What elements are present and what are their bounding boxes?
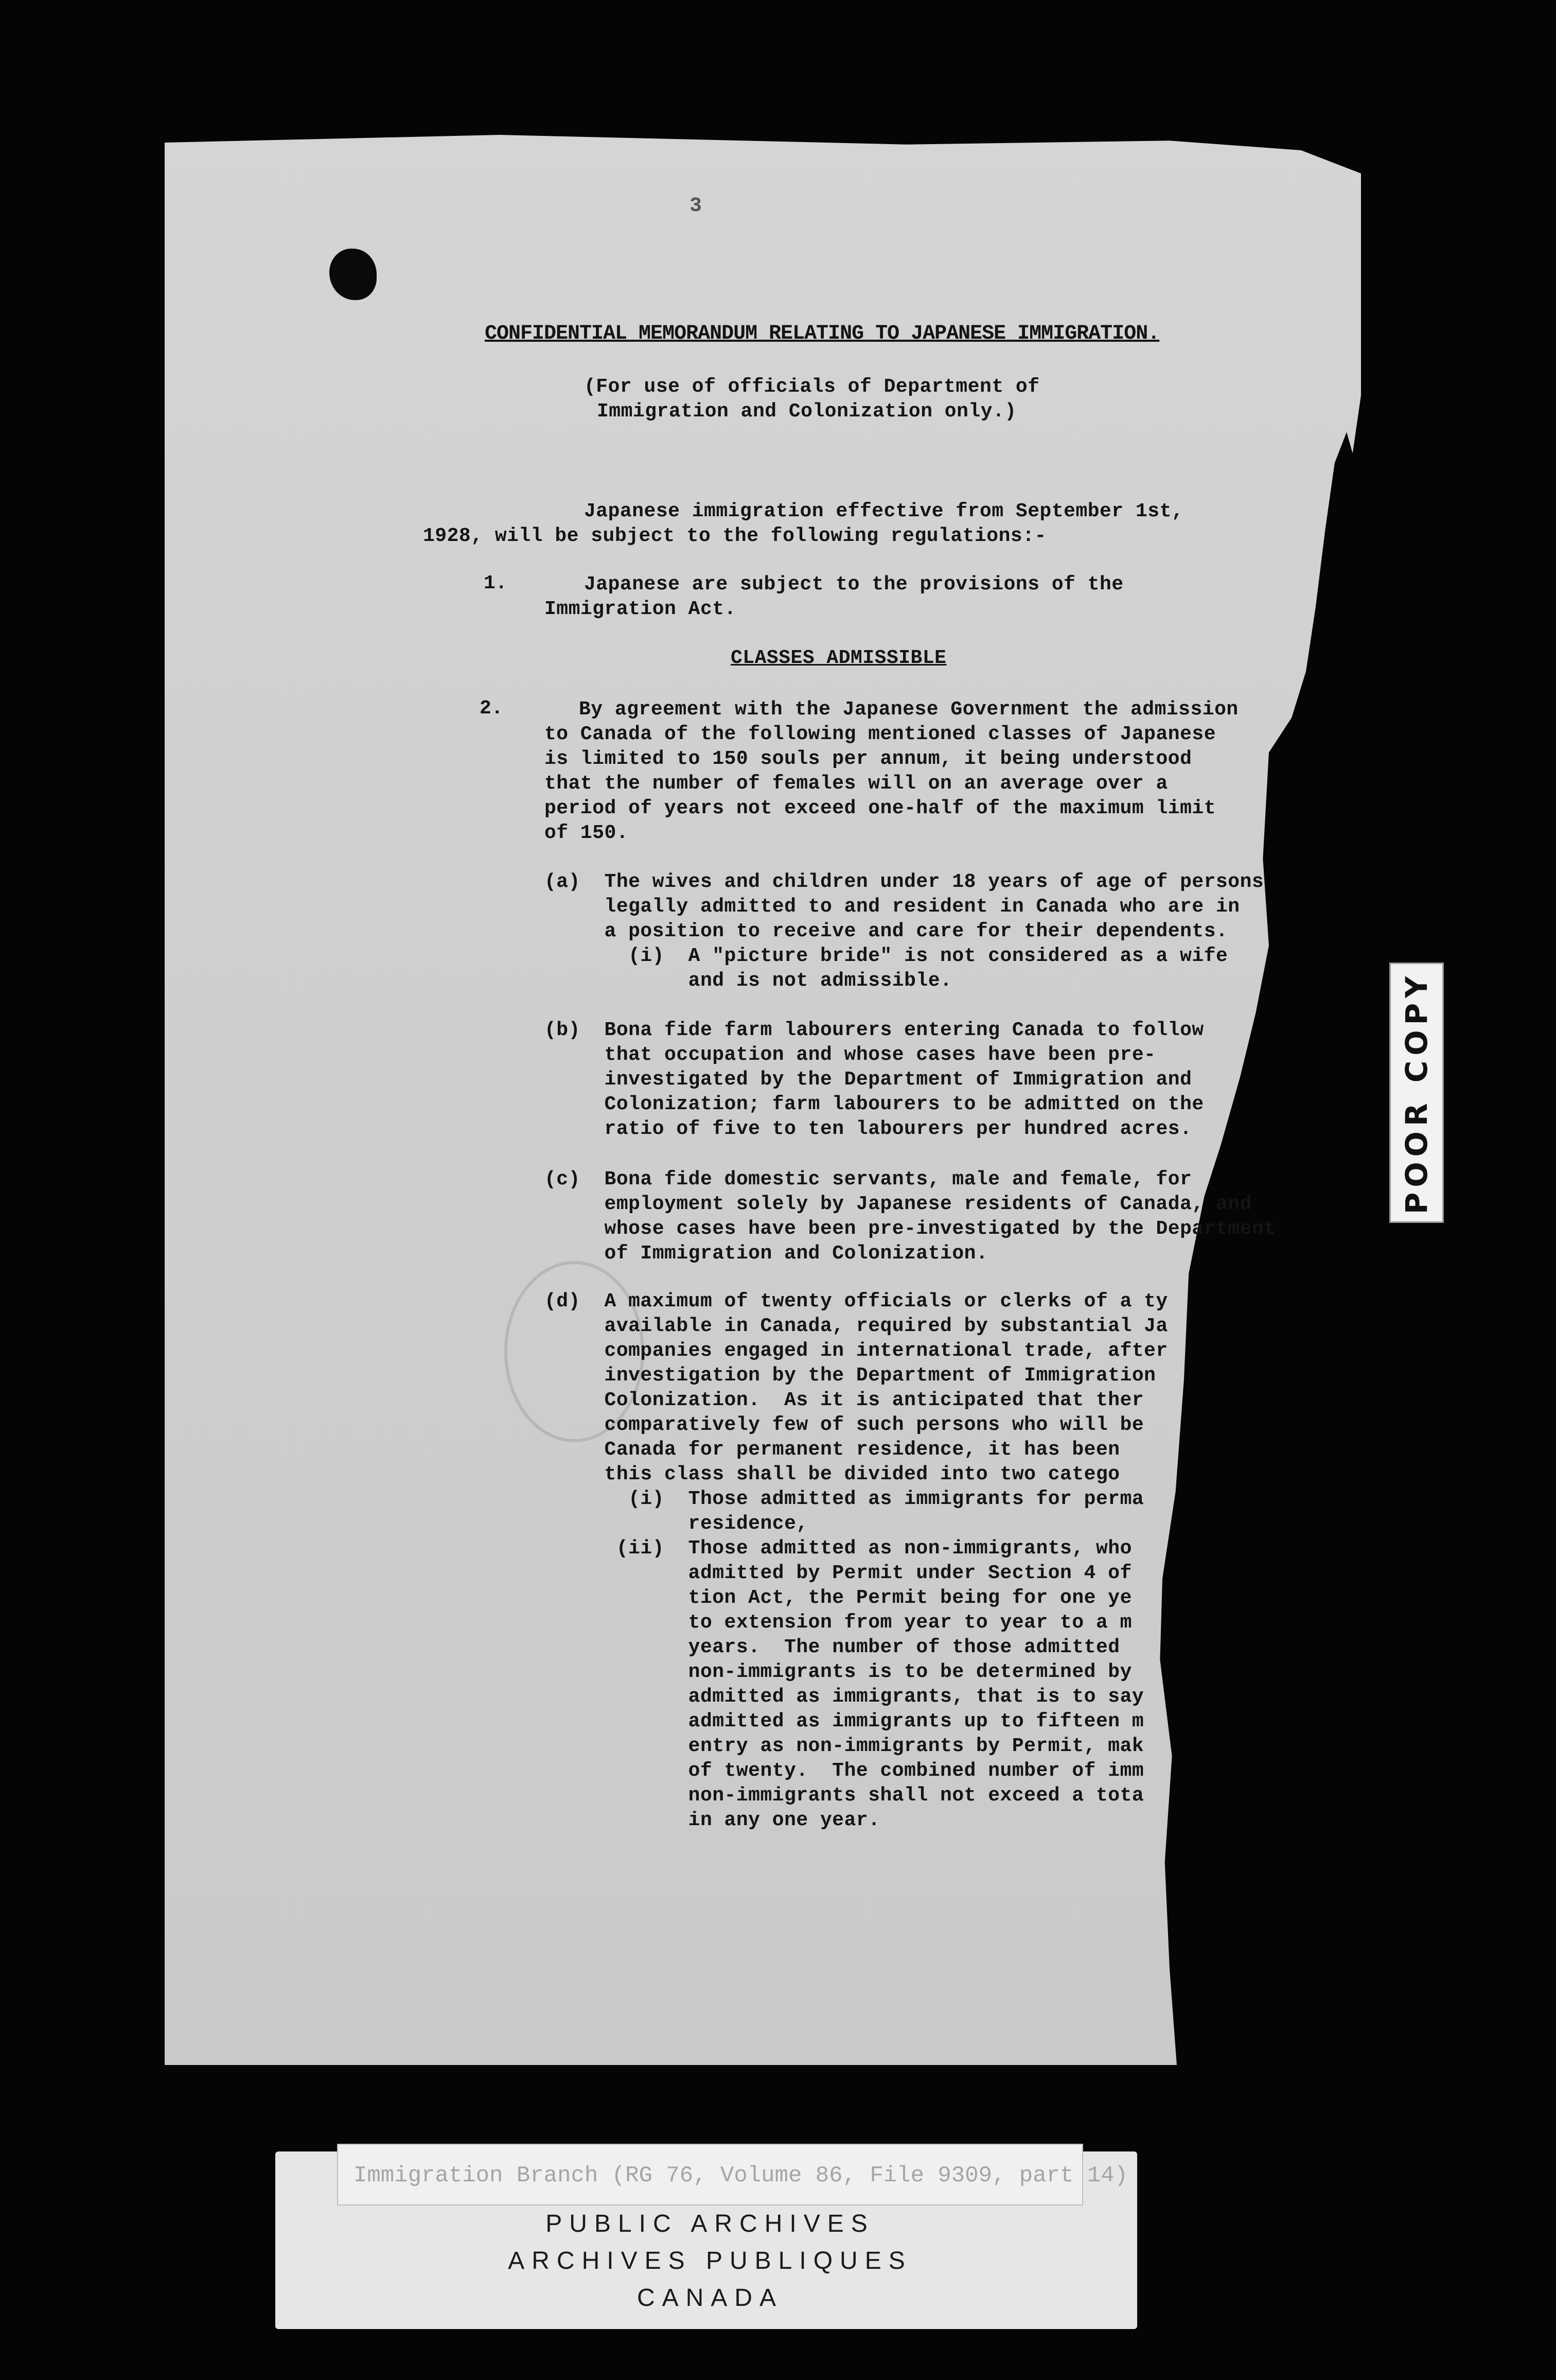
section-heading: CLASSES ADMISSIBLE (731, 647, 947, 669)
clause-c-line: employment solely by Japanese residents of Canada, and (544, 1193, 1252, 1215)
poor-copy-label (1389, 962, 1444, 1223)
clause-d-line: comparatively few of such persons who will be (544, 1414, 1144, 1436)
clause-d-line: non-immigrants shall not exceed a tota (544, 1784, 1144, 1807)
clause-d-line: to extension from year to year to a m (544, 1612, 1132, 1634)
archive-reference: Immigration Branch (RG 76, Volume 86, File 9309, part 14) (337, 2144, 1083, 2206)
clause-d-line: Colonization. As it is anticipated that ther (544, 1389, 1144, 1411)
paragraph-2-line: is limited to 150 souls per annum, it being understood (544, 748, 1192, 770)
page-mark: 3 (689, 195, 702, 218)
clause-d-line: of twenty. The combined number of imm (544, 1760, 1144, 1782)
memo-title: CONFIDENTIAL MEMORANDUM RELATING TO JAPANESE IMMIGRATION. (485, 322, 1160, 345)
clause-d-line: tion Act, the Permit being for one ye (544, 1587, 1132, 1609)
clause-b-line: (b) Bona fide farm labourers entering Canada to follow (544, 1019, 1204, 1041)
clause-d-line: residence, (544, 1513, 808, 1535)
archive-line-1: PUBLIC ARCHIVES (545, 2210, 875, 2237)
memo-subtitle-line-2: Immigration and Colonization only.) (597, 400, 1017, 423)
paragraph-1-line-1: Japanese are subject to the provisions of the (584, 573, 1124, 596)
paragraph-2-line: to Canada of the following mentioned classes of Japanese (544, 723, 1216, 745)
clause-d-line: companies engaged in international trade, after (544, 1340, 1168, 1362)
clause-c-line: (c) Bona fide domestic servants, male and female, for (544, 1168, 1192, 1191)
clause-d-line: admitted by Permit under Section 4 of (544, 1562, 1132, 1584)
paragraph-1-line-2: Immigration Act. (544, 598, 736, 620)
paragraph-2-line: that the number of females will on an average over a (544, 773, 1168, 795)
paragraph-2-line: By agreement with the Japanese Government the admission (579, 698, 1239, 721)
clause-d-line: (ii) Those admitted as non-immigrants, who (544, 1537, 1132, 1560)
intro-line-1: Japanese immigration effective from September 1st, (584, 500, 1184, 522)
paragraph-2-line: of 150. (544, 822, 629, 844)
archive-line-2: ARCHIVES PUBLIQUES (508, 2247, 912, 2274)
archive-line-3: CANADA (636, 2284, 784, 2312)
clause-d-line: admitted as immigrants up to fifteen m (544, 1710, 1144, 1732)
clause-d-line: investigation by the Department of Immigration (544, 1364, 1156, 1387)
clause-a-line: a position to receive and care for their dependents. (544, 920, 1228, 942)
clause-d-line: available in Canada, required by substantial Ja (544, 1315, 1168, 1337)
clause-d-line: Canada for permanent residence, it has been (544, 1439, 1120, 1461)
clause-a-line: legally admitted to and resident in Canada who are in (544, 896, 1240, 918)
clause-a-line: (i) A "picture bride" is not considered as a wife (544, 945, 1228, 967)
paragraph-1-number: 1. (484, 572, 507, 594)
paragraph-2-line: period of years not exceed one-half of the maximum limit (544, 797, 1216, 819)
clause-d-line: years. The number of those admitted (544, 1636, 1120, 1658)
clause-d-line: (i) Those admitted as immigrants for perma (544, 1488, 1144, 1510)
clause-c-line: whose cases have been pre-investigated by the Department (544, 1218, 1276, 1240)
clause-b-line: investigated by the Department of Immigration and (544, 1069, 1192, 1091)
clause-d-line: this class shall be divided into two catego (544, 1463, 1120, 1485)
clause-d-line: (d) A maximum of twenty officials or clerks of a ty (544, 1290, 1168, 1312)
clause-d-line: non-immigrants is to be determined by (544, 1661, 1132, 1683)
clause-a-line: (a) The wives and children under 18 years of age of persons (544, 871, 1264, 893)
clause-a-line: and is not admissible. (544, 970, 952, 992)
archive-stamp (337, 2206, 1083, 2324)
poor-copy-text: POOR COPY (1399, 971, 1434, 1215)
clause-d-line: entry as non-immigrants by Permit, mak (544, 1735, 1144, 1757)
clause-b-line: Colonization; farm labourers to be admitted on the (544, 1093, 1204, 1115)
intro-line-2: 1928, will be subject to the following regulations:- (423, 525, 1047, 547)
clause-d-line: admitted as immigrants, that is to say (544, 1686, 1144, 1708)
clause-b-line: that occupation and whose cases have been pre- (544, 1044, 1156, 1066)
paragraph-2-number: 2. (480, 697, 503, 720)
clause-d-line: in any one year. (544, 1809, 880, 1831)
clause-c-line: of Immigration and Colonization. (544, 1242, 988, 1265)
memo-subtitle-line-1: (For use of officials of Department of (584, 376, 1040, 398)
clause-b-line: ratio of five to ten labourers per hundred acres. (544, 1118, 1192, 1140)
